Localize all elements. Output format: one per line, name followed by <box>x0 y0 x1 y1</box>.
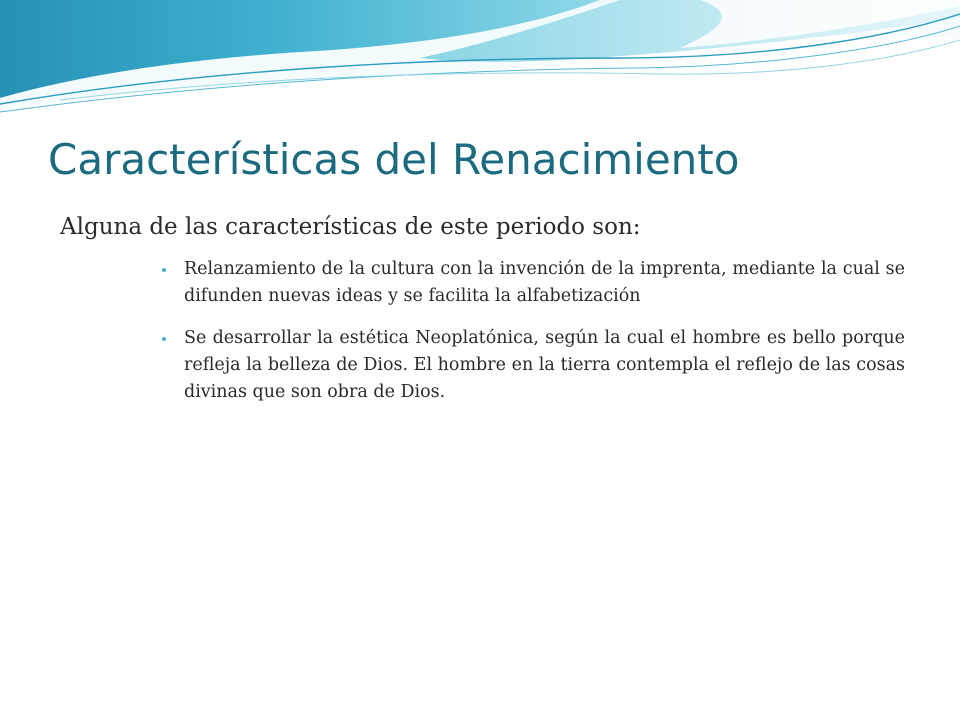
slide-subtitle: Alguna de las características de este periodo son: <box>60 214 641 240</box>
bullet-item <box>160 325 905 406</box>
bullet-dot-icon <box>162 337 166 341</box>
slide-title: Características del Renacimiento <box>48 135 740 184</box>
bullet-text: Se desarrollar la estética Neoplatónica, según la cual el hombre es bello porque refleja la belleza de Dios. El hombre en la tierra contempla el reflejo de las cosas divinas que son obra de Dios. <box>184 328 905 402</box>
wave-header-decoration <box>0 0 960 125</box>
bullet-dot-icon <box>162 268 166 272</box>
bullet-text: Relanzamiento de la cultura con la invención de la imprenta, mediante la cual se difunden nuevas ideas y se facilita la alfabetización <box>184 259 905 306</box>
bullet-item <box>160 256 905 310</box>
bullet-list <box>160 256 905 421</box>
